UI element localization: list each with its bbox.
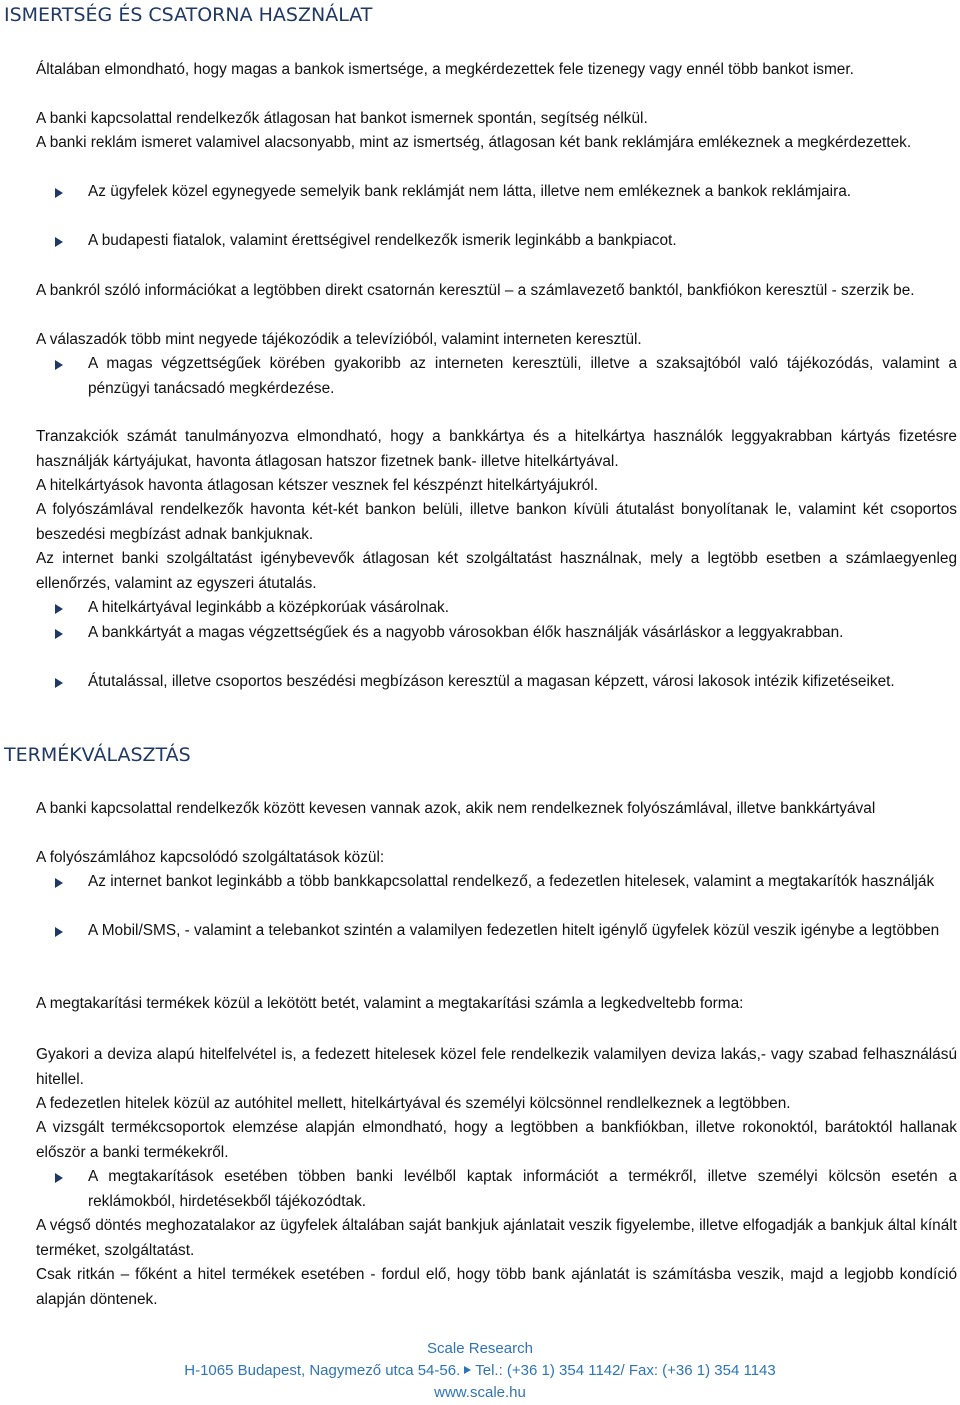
bullet-item: A magas végzettségűek körében gyakoribb az interneten keresztüli, illetve a szaksajtóból való tájékozódás, valamint a pénzügyi tanácsadó megkérdezése. bbox=[88, 352, 957, 401]
paragraph: A folyószámlával rendelkezők havonta két-két bankon belüli, illetve bankon kívüli átutalást bonyolítanak le, valamint két csoportos beszedési megbízást adnak bankjuknak. bbox=[36, 501, 957, 543]
bullet-item: A bankkártyát a magas végzettségűek és a nagyobb városokban élők használják vásárláskor a leggyakrabban. bbox=[88, 621, 957, 646]
paragraph: A folyószámlához kapcsolódó szolgáltatások közül: bbox=[36, 849, 385, 866]
footer-phone-fax: Tel.: (+36 1) 354 1142/ Fax: (+36 1) 354 1143 bbox=[475, 1362, 776, 1379]
bullet-item: A megtakarítások esetében többen banki levélből kaptak információt a termékről, illetve személyi kölcsön esetén a reklámokból, hirdetésekből tájékozódtak. bbox=[88, 1165, 957, 1214]
paragraph: A banki kapcsolattal rendelkezők átlagosan hat bankot ismernek spontán, segítség nélkül. bbox=[36, 110, 648, 127]
paragraph: Gyakori a deviza alapú hitelfelvétel is, a fedezett hitelesek közel fele rendelkezik valamilyen deviza lakás,- vagy szabad felhasználású hitellel. bbox=[36, 1046, 957, 1088]
bullet-item: Az ügyfelek közel egynegyede semelyik bank reklámját nem látta, illetve nem emlékeznek a bankok reklámjaira. bbox=[88, 180, 957, 205]
paragraph: A bankról szóló információkat a legtöbben direkt csatornán keresztül – a számlavezető banktól, bankfiókon keresztül - szerzik be. bbox=[36, 282, 915, 299]
triangle-bullet-icon bbox=[464, 1366, 471, 1374]
paragraph: A fedezetlen hitelek közül az autóhitel mellett, hitelkártyával és személyi kölcsönnel rendlelkeznek a legtöbben. bbox=[36, 1095, 791, 1112]
section-title-product-choice: TERMÉKVÁLASZTÁS bbox=[4, 744, 191, 766]
bullet-item: Az internet bankot leginkább a több bankkapcsolattal rendelkező, a fedezetlen hitelesek, valamint a megtakarítók használják bbox=[88, 870, 957, 895]
paragraph: Tranzakciók számát tanulmányozva elmondható, hogy a bankkártya és a hitelkártya használók leggyakrabban kártyás fizetésre használják kártyájukat, havonta átlagosan hatszor fizetnek bank- illetve hitelkártyával. bbox=[36, 428, 957, 470]
bullet-item: A Mobil/SMS, - valamint a telebankot szintén a valamilyen fedezetlen hitelt igénylő ügyfelek közül veszik igénybe a legtöbben bbox=[88, 919, 957, 944]
paragraph: A válaszadók több mint negyede tájékozódik a televízióból, valamint interneten keresztül. bbox=[36, 331, 642, 348]
footer-website-link[interactable]: www.scale.hu bbox=[434, 1384, 526, 1401]
bullet-item: Átutalással, illetve csoportos beszédési megbízáson keresztül a magasan képzett, városi lakosok intézik kifizetéseiket. bbox=[88, 670, 957, 695]
footer-contact bbox=[0, 1362, 960, 1379]
paragraph: Általában elmondható, hogy magas a bankok ismertsége, a megkérdezettek fele tizenegy vagy ennél több bankot ismer. bbox=[36, 61, 854, 78]
paragraph: Csak ritkán – főként a hitel termékek esetében - fordul elő, hogy több bank ajánlatát is számításba veszik, majd a legjobb kondíció alapján döntenek. bbox=[36, 1266, 957, 1308]
paragraph: A vizsgált termékcsoportok elemzése alapján elmondható, hogy a legtöbben a bankfiókban, illetve rokonoktól, barátoktól hallanak először a banki termékekről. bbox=[36, 1119, 957, 1161]
paragraph: A banki kapcsolattal rendelkezők között kevesen vannak azok, akik nem rendelkeznek folyószámlával, illetve bankkártyával bbox=[36, 800, 876, 817]
footer-company: Scale Research bbox=[427, 1340, 533, 1357]
section-title-awareness: ISMERTSÉG ÉS CSATORNA HASZNÁLAT bbox=[4, 4, 373, 26]
paragraph: A végső döntés meghozatalakor az ügyfelek általában saját bankjuk ajánlatait veszik figyelembe, illetve elfogadják a bankjuk által kínált terméket, szolgáltatást. bbox=[36, 1217, 957, 1259]
paragraph: A megtakarítási termékek közül a lekötött betét, valamint a megtakarítási számla a legkedveltebb forma: bbox=[36, 995, 744, 1012]
paragraph: A banki reklám ismeret valamivel alacsonyabb, mint az ismertség, átlagosan két bank reklámjára emlékeznek a megkérdezettek. bbox=[36, 134, 912, 151]
paragraph: A hitelkártyások havonta átlagosan kétszer vesznek fel készpénzt hitelkártyájukról. bbox=[36, 477, 599, 494]
footer-address: H-1065 Budapest, Nagymező utca 54-56. bbox=[184, 1362, 461, 1379]
bullet-item: A budapesti fiatalok, valamint érettségivel rendelkezők ismerik leginkább a bankpiacot. bbox=[88, 229, 957, 254]
bullet-item: A hitelkártyával leginkább a középkorúak vásárolnak. bbox=[88, 596, 957, 621]
paragraph: Az internet banki szolgáltatást igénybevevők átlagosan két szolgáltatást használnak, mely a legtöbb esetben a számlaegyenleg ellenőrzés, valamint az egyszeri átutalás. bbox=[36, 550, 957, 592]
